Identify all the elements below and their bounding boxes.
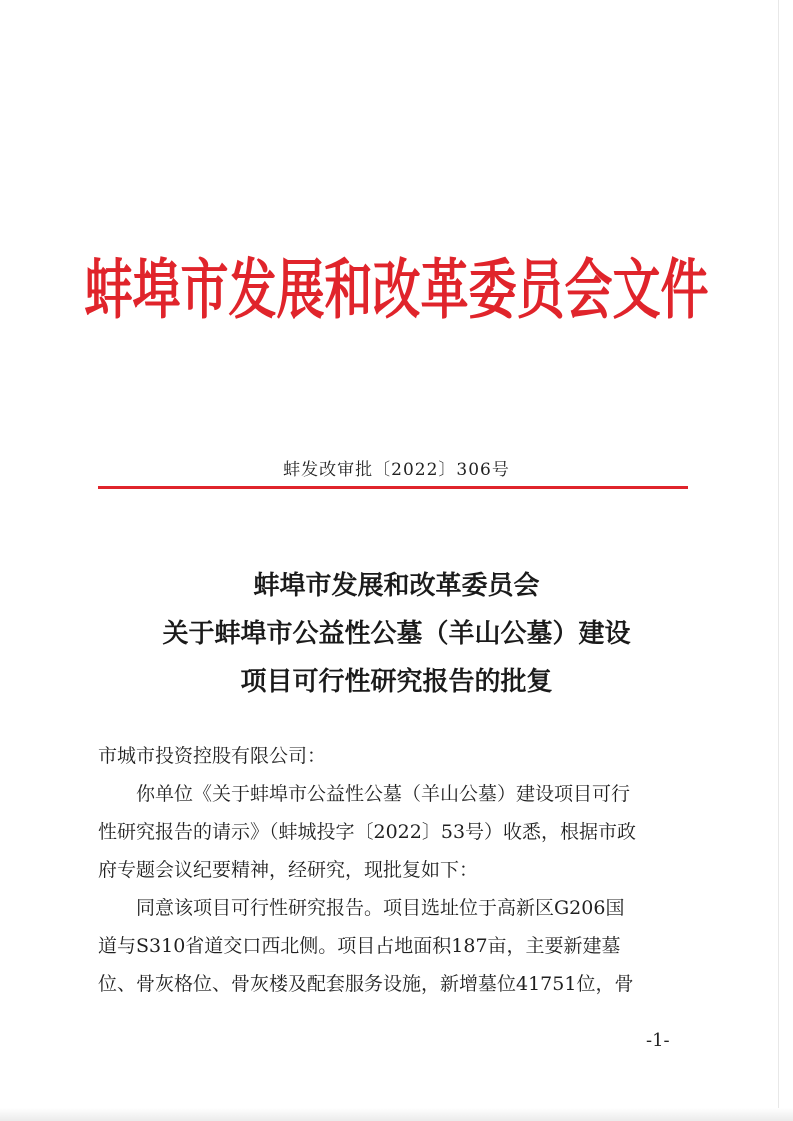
title-line-2: 关于蚌埠市公益性公墓（羊山公墓）建设 — [162, 619, 631, 649]
red-divider-line — [98, 486, 688, 489]
document-number: 蚌发改审批〔2022〕306号 — [283, 460, 510, 480]
title-line-3: 项目可行性研究报告的批复 — [240, 667, 553, 697]
scan-bottom-edge — [0, 1108, 793, 1121]
paragraph-2-line-2: 道与S310省道交口西北侧。项目占地面积187亩，主要新建墓 — [98, 935, 621, 957]
paragraph-1-line-2: 性研究报告的请示》（蚌城投字〔2022〕53号）收悉，根据市政 — [98, 821, 637, 843]
scan-right-edge — [778, 0, 779, 1121]
paragraph-2-line-1: 同意该项目可行性研究报告。项目选址位于高新区G206国 — [136, 897, 625, 919]
addressee: 市城市投资控股有限公司： — [98, 745, 327, 767]
page-number: -1- — [646, 1030, 670, 1051]
paragraph-1-line-3: 府专题会议纪要精神，经研究，现批复如下： — [98, 859, 479, 881]
document-body — [98, 737, 698, 1003]
document-masthead: 蚌埠市发展和改革委员会文件 — [84, 252, 709, 329]
document-title — [0, 562, 793, 706]
paragraph-2-line-3: 位、骨灰格位、骨灰楼及配套服务设施，新增墓位41751位，骨 — [98, 973, 634, 995]
paragraph-1-line-1: 你单位《关于蚌埠市公益性公墓（羊山公墓）建设项目可行 — [136, 783, 631, 805]
title-line-1: 蚌埠市发展和改革委员会 — [253, 571, 540, 601]
